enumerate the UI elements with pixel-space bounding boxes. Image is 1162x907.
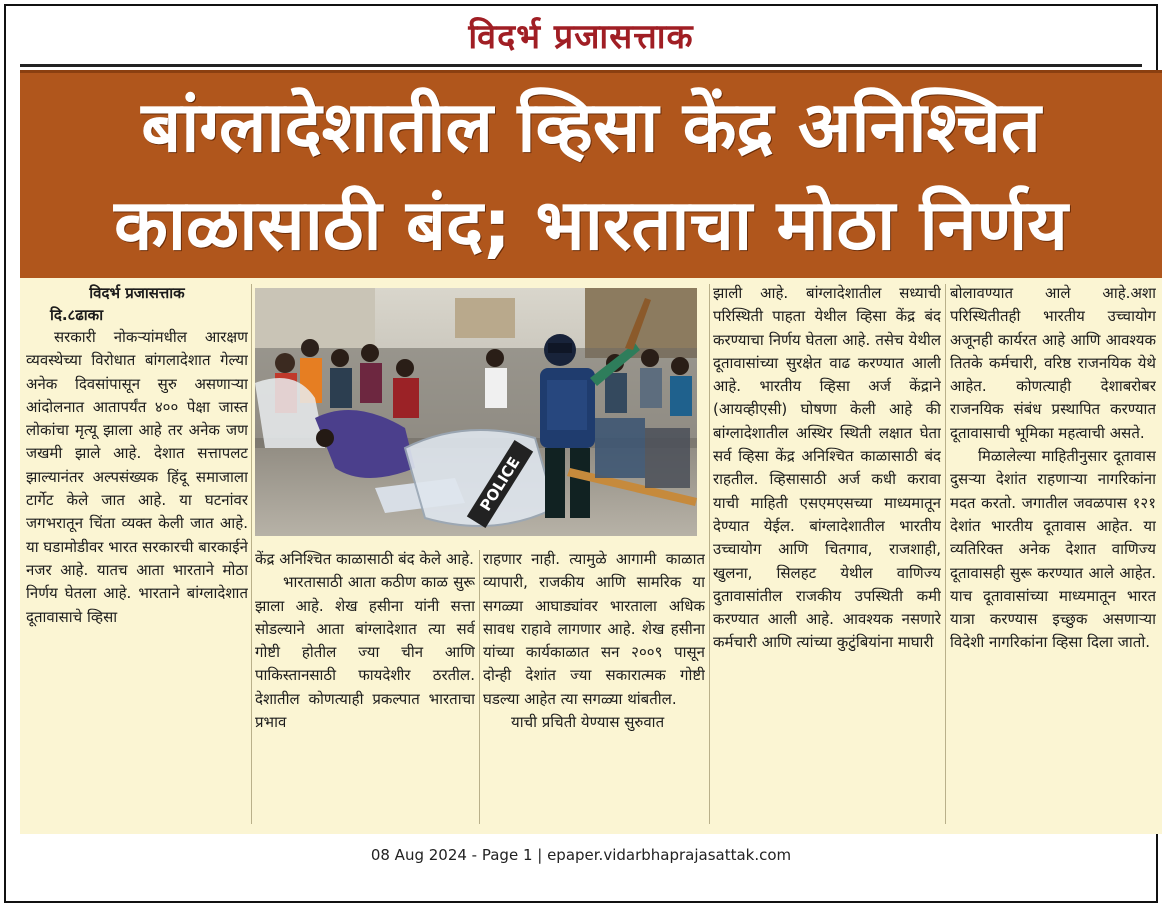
headline-line-2: काळासाठी बंद; भारताचा मोठा निर्णय [114,184,1068,266]
column-5-text-b: मिळालेल्या माहितीनुसार दूतावास दुसऱ्या देशांत राहणाऱ्या नागरिकांना मदत करतो. जगातील जवळपास १२१ देशांत भारतीय दूतावास आहेत. या व्यतिरिक्त अनेक देशात वाणिज्य दूतावासही सुरू करण्यात आले आहेत. याच दूतावासांच्या माध्यमातून भारत यात्रा करण्यास इच्छुक असणाऱ्या विदेशी नागरिकांना व्हिसा दिला जातो. [950,447,1156,652]
column-2-text-b: भारतासाठी आता कठीण काळ सुरू झाला आहे. शेख हसीना यांनी सत्ता सोडल्याने आता बांग्लादेशात त्या सर्व गोष्टी होतील ज्या चीन आणि पाकिस्तानसाठी फायदेशीर ठरतील. देशातील कोणत्याही प्रकल्पात भारताचा प्रभाव [255,573,475,732]
column-4-text: झाली आहे. बांग्लादेशातील सध्याची परिस्थिती पाहता येथील व्हिसा केंद्र बंद करण्याचा निर्णय घेतला आहे. तसेच येथील दूतावासांच्या सुरक्षेत वाढ करण्यात आली आहे. भारतीय व्हिसा अर्ज केंद्राने (आयव्हीएसी) घोषणा केली आहे की बांग्लादेशातील अस्थिर स्थिती लक्षात घेता सर्व व्हिसा केंद्र अनिश्चित काळासाठी बंद राहतील. व्हिसासाठी अर्ज कधी करावा याची माहिती एसएमएसच्या माध्यमातून देण्यात येईल. बांग्लादेशातील भारतीय उच्चायोग आणि चितगाव, राजशाही, खुलना, सिलहट येथील वाणिज्य दुतावासांतील राजकीय उपस्थिती कमी करण्यात आली आहे. आवश्यक नसणारे कर्मचारी आणि त्यांच्या कुटुंबियांना माघारी [713,284,941,652]
column-divider [945,284,946,824]
column-divider [251,284,252,824]
column-3-text-a: राहणार नाही. त्यामुळे आगामी काळात व्यापारी, राजकीय आणि सामरिक या सगळ्या आघाड्यांवर भारताला अधिक सावध राहावे लागणार आहे. शेख हसीना यांच्या कार्यकाळात सन २००९ पासून दोन्ही देशांत ज्या सकारात्मक गोष्टी घडल्या आहेत त्या सगळ्या थांबतील. [483,550,705,708]
article-column-2 [255,544,475,834]
dateline: दि.८ढाका [50,306,104,324]
article-column-3 [483,544,705,834]
column-1-text: सरकारी नोकऱ्यांमधील आरक्षण व्यवस्थेच्या विरोधात बांगलादेशात गेल्या अनेक दिवसांपासून सुरु असणाऱ्या आंदोलनात आतापर्यंत ४०० पेक्षा जास्त लोकांचा मृत्यू झाला आहे तर अनेक जण जखमी झाले आहे. देशात सत्तापलट झाल्यानंतर अल्पसंख्यक हिंदू समाजाला टार्गेट केले जात आहे. या घटनांवर जगभरातून चिंता व्यक्त केली जात आहे. या घडामोडीवर भारत सरकारची बारकाईने नजर आहे. यातच आता भारताने मोठा निर्णय घेतला आहे. भारताने बांग्लादेशात दूतावासाचे व्हिसा [26,328,248,626]
column-3-text-b: याची प्रचिती येण्यास सुरुवात [511,713,665,732]
page-footer: 08 Aug 2024 - Page 1 | epaper.vidarbhaprajasattak.com [370,846,792,864]
masthead-rule [20,64,1142,67]
news-photo [255,288,697,536]
newspaper-clipping [4,4,1158,903]
masthead [6,6,1156,62]
byline: विदर्भ प्रजासत्ताक [89,284,185,302]
article-body [20,278,1162,834]
headline-line-1: बांग्लादेशातील व्हिसा केंद्र अनिश्चित [141,86,1041,168]
police-shield-label: POLICE [476,453,524,515]
article-column-5 [950,278,1156,834]
headline-band [20,70,1162,278]
column-divider [479,550,480,824]
masthead-title: विदर्भ प्रजासत्ताक [468,17,694,57]
article-column-4 [713,278,941,834]
protest-photo-illustration [255,288,697,536]
column-5-text-a: बोलावण्यात आले आहे.अशा परिस्थितीतही भारतीय उच्चायोग अजूनही कार्यरत आहे आणि आवश्यक तितके कर्मचारी, वरिष्ठ राजनयिक येथे आहेत. कोणत्याही देशाबरोबर राजनयिक संबंध प्रस्थापित करण्यात दूतावासाची भूमिका महत्वाची असते. [950,284,1156,442]
column-divider [709,284,710,824]
column-2-text-a: केंद्र अनिश्चित काळासाठी बंद केले आहे. [255,550,474,568]
article-column-1 [26,278,248,834]
